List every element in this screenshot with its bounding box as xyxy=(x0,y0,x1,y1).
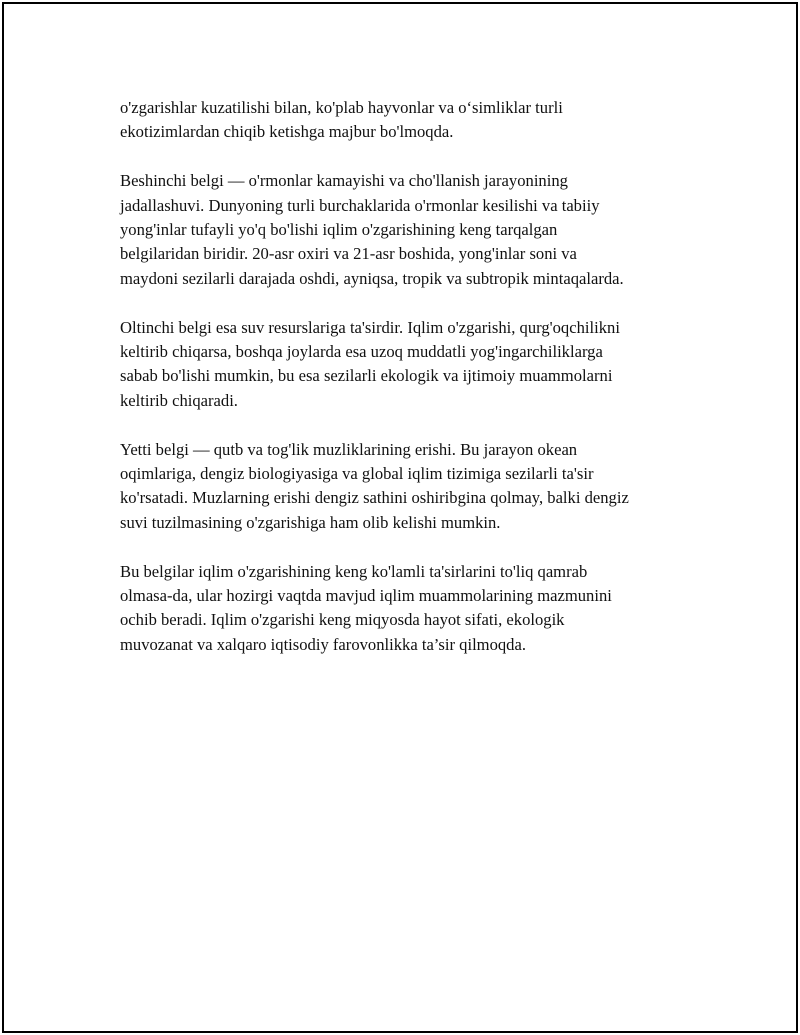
paragraph-1 xyxy=(120,96,710,145)
paragraph-line: oqimlariga, dengiz biologiyasiga va global iqlim tizimiga sezilarli ta'sir xyxy=(120,464,594,484)
paragraph-2 xyxy=(120,169,710,291)
paragraph-4 xyxy=(120,438,710,536)
paragraph-line: sabab bo'lishi mumkin, bu esa sezilarli ekologik va ijtimoiy muammolarni xyxy=(120,366,613,386)
paragraph-line: jadallashuvi. Dunyoning turli burchaklarida o'rmonlar kesilishi va tabiiy xyxy=(120,195,600,215)
paragraph-line: keltirib chiqarsa, boshqa joylarda esa uzoq muddatli yog'ingarchiliklarga xyxy=(120,342,603,362)
paragraph-line: Beshinchi belgi — o'rmonlar kamayishi va cho'llanish jarayonining xyxy=(120,171,568,191)
paragraph-line: ekotizimlardan chiqib ketishga majbur bo'lmoqda. xyxy=(120,122,454,142)
paragraph-5 xyxy=(120,560,710,658)
paragraph-line: yong'inlar tufayli yo'q bo'lishi iqlim o'zgarishining keng tarqalgan xyxy=(120,220,558,240)
paragraph-line: olmasa-da, ular hozirgi vaqtda mavjud iqlim muammolarining mazmunini xyxy=(120,586,612,606)
paragraph-line: Bu belgilar iqlim o'zgarishining keng ko'lamli ta'sirlarini to'liq qamrab xyxy=(120,561,588,581)
paragraph-line: Yetti belgi — qutb va tog'lik muzliklarining erishi. Bu jarayon okean xyxy=(120,439,578,459)
paragraph-line: Oltinchi belgi esa suv resurslariga ta'sirdir. Iqlim o'zgarishi, qurg'oqchilikni xyxy=(120,317,620,337)
paragraph-line: o'zgarishlar kuzatilishi bilan, ko'plab hayvonlar va o‘simliklar turli xyxy=(120,98,563,117)
page-frame xyxy=(2,2,798,1033)
document-body xyxy=(120,96,710,682)
paragraph-line: maydoni sezilarli darajada oshdi, ayniqsa, tropik va subtropik mintaqalarda. xyxy=(120,268,624,288)
paragraph-line: belgilaridan biridir. 20-asr oxiri va 21-asr boshida, yong'inlar soni va xyxy=(120,244,577,264)
paragraph-line: ko'rsatadi. Muzlarning erishi dengiz sathini oshiribgina qolmay, balki dengiz xyxy=(120,488,629,508)
paragraph-line: keltirib chiqaradi. xyxy=(120,390,238,410)
paragraph-line: suvi tuzilmasining o'zgarishiga ham olib kelishi mumkin. xyxy=(120,512,501,532)
paragraph-3 xyxy=(120,316,710,414)
paragraph-line: muvozanat va xalqaro iqtisodiy farovonlikka ta’sir qilmoqda. xyxy=(120,634,526,654)
paragraph-line: ochib beradi. Iqlim o'zgarishi keng miqyosda hayot sifati, ekologik xyxy=(120,610,565,630)
